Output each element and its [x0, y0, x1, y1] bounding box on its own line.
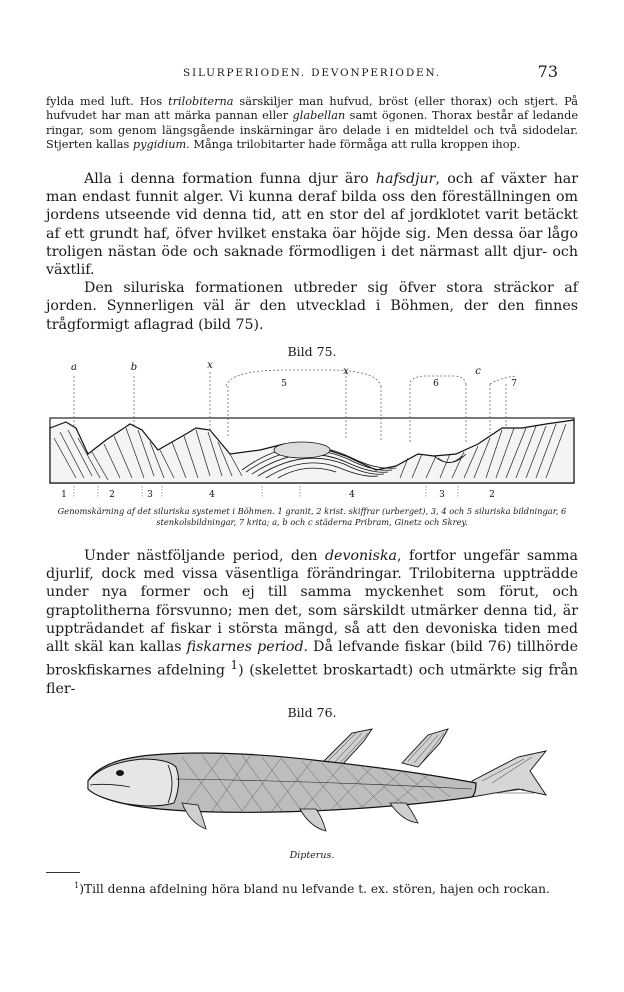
bottom-number-4-right: 4: [349, 490, 355, 500]
footnote-text: )Till denna afdelning höra bland nu lefvande t. ex. stören, hajen och rockan.: [79, 882, 550, 897]
section-letter-x-left: x: [207, 360, 213, 371]
figure-76-dipterus-fish: [72, 723, 552, 847]
section-letter-a: a: [71, 362, 77, 373]
trilobite-description: fylda med luft. Hos trilobiterna särskiljer man hufvud, bröst (eller thorax) och stjert. På hufvudet har man att märka pannan eller glabellan samt ögonen. Thorax består af ledande ringar, som genom längsgående inskärningar äro delade i en midteldel och två sidodelar. Stjerten kallas pygidium. Många trilobitarter hade förmåga att rulla kroppen ihop.: [46, 95, 579, 152]
zone-number-6: 6: [433, 379, 439, 389]
figure-76-caption: Dipterus.: [289, 850, 335, 861]
bottom-number-4-left: 4: [209, 490, 215, 500]
text-block-devonian: [46, 547, 578, 698]
text-block-silurian: [46, 170, 578, 334]
bottom-number-3-right: 3: [439, 490, 445, 500]
section-letter-c: c: [475, 366, 481, 377]
bottom-number-2-right: 2: [489, 490, 495, 500]
term-hafsdjur: hafsdjur: [375, 171, 436, 187]
term-pygidium: pygidium.: [132, 138, 190, 152]
paragraph-devonian: Under nästföljande period, den devoniska, fortfor ungefär samma djurlif, dock med vissa väsentliga förändringar. Trilobiterna uppträdde under nya former och ej till samma myckenhet som förut, och graptolitherna försvunno; men det, som särskildt utmärker denna tid, är uppträdandet af fiskar i största mängd, så att den devoniska tiden med allt skäl kan kallas fiskarnes period. Då lefvande fiskar (bild 76) tillhörde broskfiskarnes afdelning $^1$) (skelettet broskartadt) och utmärkte sig från fler-: [46, 548, 578, 698]
footnote: [46, 878, 578, 897]
figure-75-caption: Genomskärning af det siluriska systemet i Böhmen. 1 granit, 2 krist. skiffrar (urberget), 3, 4 och 5 siluriska bildningar, 6 stenkolsbildningar, 7 krita; a, b och c städerna Pribram, Ginetz och Skrey.: [57, 506, 567, 527]
footnote-reference[interactable]: 1: [230, 658, 239, 673]
paragraph-bohemia: Den siluriska formationen utbreder sig öfver stora sträckor af jorden. Synnerligen väl är den utvecklad i Böhmen, der den finnes trågformigt aflagrad (bild 75).: [46, 280, 578, 333]
bottom-number-3-left: 3: [147, 490, 153, 500]
running-title: SILURPERIODEN. DEVONPERIODEN.: [183, 67, 441, 79]
term-devoniska: devoniska: [324, 548, 398, 564]
zone-number-5: 5: [281, 379, 287, 389]
figure-75-label: Bild 75.: [287, 344, 337, 359]
paragraph-sea-animals: Alla i denna formation funna djur äro hafsdjur, och af växter har man endast funnit alger. Vi kunna deraf bilda oss den föreställningen om jordens utseende vid denna tid, att en stor del af jordklotet varit betäckt af ett grundt haf, öfver hvilket enstaka öar höjde sig. Men dessa öar lågo troligen nästan öde och saknade förmodligen i det närmast allt djur- och växtlif.: [46, 171, 578, 279]
section-letter-b: b: [130, 362, 138, 373]
bottom-number-1: 1: [61, 490, 67, 500]
bottom-number-2-left: 2: [109, 490, 115, 500]
term-trilobiterna: trilobiterna: [168, 95, 234, 108]
page-number: 73: [537, 62, 558, 81]
term-glabellan: glabellan: [292, 109, 346, 123]
section-letter-x-right: x: [343, 366, 349, 377]
footnote-marker: 1: [74, 881, 80, 890]
figure-75-geologic-section: [46, 358, 578, 504]
zone-number-7: 7: [511, 379, 517, 389]
footnote-divider: [46, 872, 80, 873]
term-fiskarnes-period: fiskarnes period.: [186, 639, 309, 656]
running-head: [0, 62, 624, 82]
figure-76-label: Bild 76.: [287, 705, 337, 720]
